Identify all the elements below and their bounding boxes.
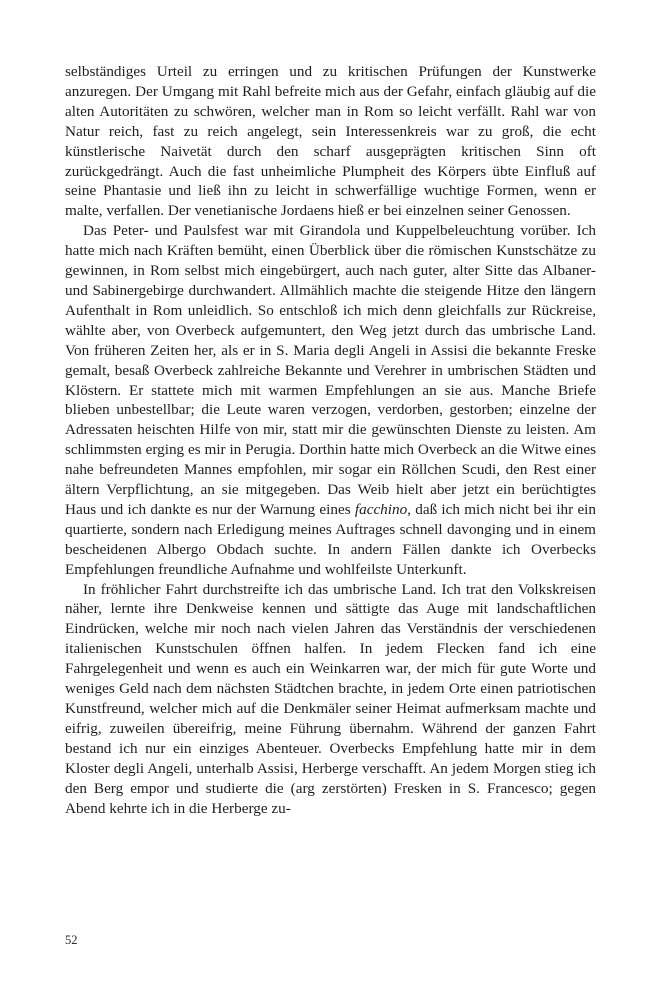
body-text: [65, 62, 596, 818]
page-number: 52: [65, 933, 78, 947]
paragraph-3: In fröhlicher Fahrt durchstreifte ich das umbrische Land. Ich trat den Volkskreisen näher, lernte ihre Denkweise kennen und sättigte das Auge mit landschaftlichen Eindrücken, welche mir noch nach vielen Jahren das Verständnis der verschiedenen italienischen Kunstschulen öffnen halfen. In jedem Flecken fand ich eine Fahrgelegenheit und wenn es auch ein Weinkarren war, der mich für gute Worte und weniges Geld nach dem nächsten Städtchen brachte, in jedem Orte einen patriotischen Kunstfreund, welcher mich auf die Denkmäler seiner Heimat aufmerksam machte und eifrig, zuweilen übereifrig, meine Führung übernahm. Während der ganzen Fahrt bestand ich nur ein einziges Abenteuer. Overbecks Empfehlung hatte mir in dem Kloster degli Angeli, unterhalb Assisi, Herberge verschafft. An jedem Morgen stieg ich den Berg empor und studierte die (arg zerstörten) Fresken in S. Francesco; gegen Abend kehrte ich in die Herberge zu-: [65, 580, 596, 817]
paragraph-1: selbständiges Urteil zu erringen und zu kritischen Prüfungen der Kunstwerke anzuregen. Der Umgang mit Rahl befreite mich aus der Gefahr, einfach gläubig auf die alten Autoritäten zu schwören, welcher man in Rom so leicht verfällt. Rahl war von Natur reich, fast zu reich angelegt, sein Interessenkreis war zu groß, die echt künstlerische Naivetät durch den scharf ausgeprägten kritischen Sinn oft zurückgedrängt. Auch die fast unheimliche Plumpheit des Körpers übte Einfluß auf seine Phantasie und ließ ihn zu leicht in schwerfällige wuchtige Formen, wenn er malte, verfallen. Der venetianische Jordaens hieß er bei einzelnen seiner Genossen.: [65, 63, 596, 220]
paragraph-2: [65, 221, 596, 579]
paragraph-2-text: Das Peter- und Paulsfest war mit Girandola und Kuppelbeleuchtung vorüber. Ich hatte mich nach Kräften bemüht, einen Überblick über die römischen Kunstschätze zu gewinnen, in Rom selbst mich eingebürgert, auch nach guter, alter Sitte das Albaner- und Sabinergebirge durchwandert. Allmählich machte die steigende Hitze den längern Aufenthalt in Rom unleidlich. So entschloß ich mich denn gleichfalls zur Rückreise, wählte aber, von Overbeck aufgemuntert, den Weg jetzt durch das umbrische Land. Von früheren Zeiten her, als er in S. Maria degli Angeli in Assisi die bekannte Freske gemalt, besaß Overbeck zahlreiche Bekannte und Verehrer in umbrischen Städten und Klöstern. Er stattete mich mit warmen Empfehlungen an sie aus. Manche Briefe blieben unbestellbar; die Leute waren verzogen, verdorben, gestorben; einzelne der Adressaten heischten Hilfe von mir, statt mir die gewünschten Dienste zu leisten. Am schlimmsten erging es mir in Perugia. Dorthin hatte mich Overbeck an die Witwe eines nahe befreundeten Mannes empfohlen, mir sogar ein Röllchen Scudi, den Rest einer ältern Verpflichtung, an sie mitgegeben. Das Weib hielt aber jetzt ein berüchtigtes Haus und ich dankte es nur der Warnung eines: [65, 222, 596, 518]
italic-word-facchino: facchino,: [354, 500, 411, 518]
paragraph-2-text-after: daß ich mich nicht bei ihr ein quartierte, sondern nach Erledigung meines Auftrages schnell davonging und in einem bescheidenen Albergo Obdach suchte. In andern Fällen dankte ich Overbecks Empfehlungen freundliche Aufnahme und wohlfeilste Unterkunft.: [65, 500, 596, 578]
